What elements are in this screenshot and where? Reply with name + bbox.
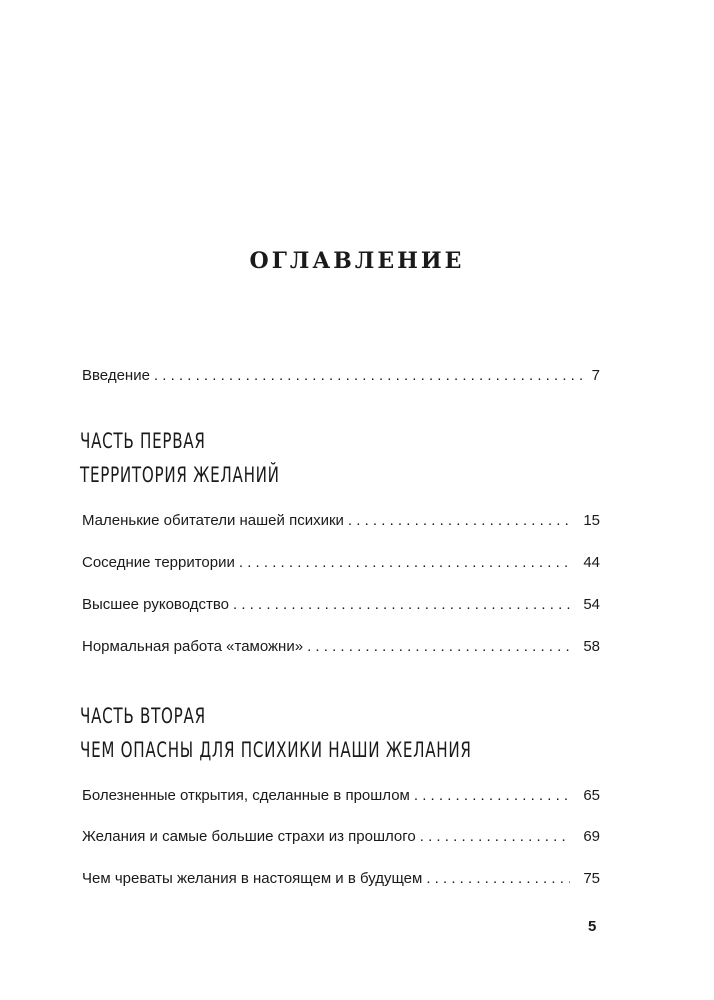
toc-entry-page: 58 — [583, 638, 600, 655]
dot-leader — [233, 595, 570, 615]
toc-entry-label: Желания и самые большие страхи из прошлого — [82, 828, 416, 845]
toc-entry-page: 44 — [583, 554, 600, 571]
part2-heading-line1: ЧАСТЬ ВТОРАЯ — [80, 704, 206, 728]
part2-heading-line2: ЧЕМ ОПАСНЫ ДЛЯ ПСИХИКИ НАШИ ЖЕЛАНИЯ — [80, 738, 472, 762]
toc-entry[interactable] — [82, 827, 600, 847]
dot-leader — [426, 869, 570, 889]
toc-entry-label: Маленькие обитатели нашей психики — [82, 512, 344, 529]
toc-entry-label: Высшее руководство — [82, 596, 229, 613]
toc-entry-page: 54 — [583, 596, 600, 613]
toc-entry-label: Болезненные открытия, сделанные в прошлом — [82, 787, 410, 804]
toc-entry[interactable] — [82, 786, 600, 806]
toc-entry-label: Нормальная работа «таможни» — [82, 638, 304, 655]
dot-leader — [414, 786, 570, 806]
dot-leader — [348, 511, 570, 531]
part1-heading-line1: ЧАСТЬ ПЕРВАЯ — [80, 429, 206, 453]
part1-heading-line2: ТЕРРИТОРИЯ ЖЕЛАНИЙ — [80, 463, 280, 487]
toc-entry-page: 7 — [591, 367, 600, 384]
dot-leader — [239, 553, 570, 573]
toc-entry[interactable] — [82, 511, 600, 531]
toc-entry-page: 69 — [583, 828, 600, 845]
page-number: 5 — [588, 918, 597, 935]
dot-leader — [154, 366, 588, 386]
toc-entry[interactable] — [82, 869, 600, 889]
toc-entry-intro[interactable] — [82, 366, 600, 386]
toc-entry-label: Соседние территории — [82, 554, 235, 571]
dot-leader — [307, 637, 570, 657]
toc-entry[interactable] — [82, 637, 600, 657]
page-title: ОГЛАВЛЕНИЕ — [249, 248, 465, 274]
toc-entry-page: 15 — [583, 512, 600, 529]
toc-entry-page: 75 — [583, 870, 600, 887]
toc-entry-label: Введение — [82, 367, 150, 384]
toc-entry[interactable] — [82, 595, 600, 615]
toc-entry-page: 65 — [583, 787, 600, 804]
dot-leader — [420, 827, 570, 847]
toc-entry-label: Чем чреваты желания в настоящем и в будущем — [82, 870, 423, 887]
toc-entry[interactable] — [82, 553, 600, 573]
